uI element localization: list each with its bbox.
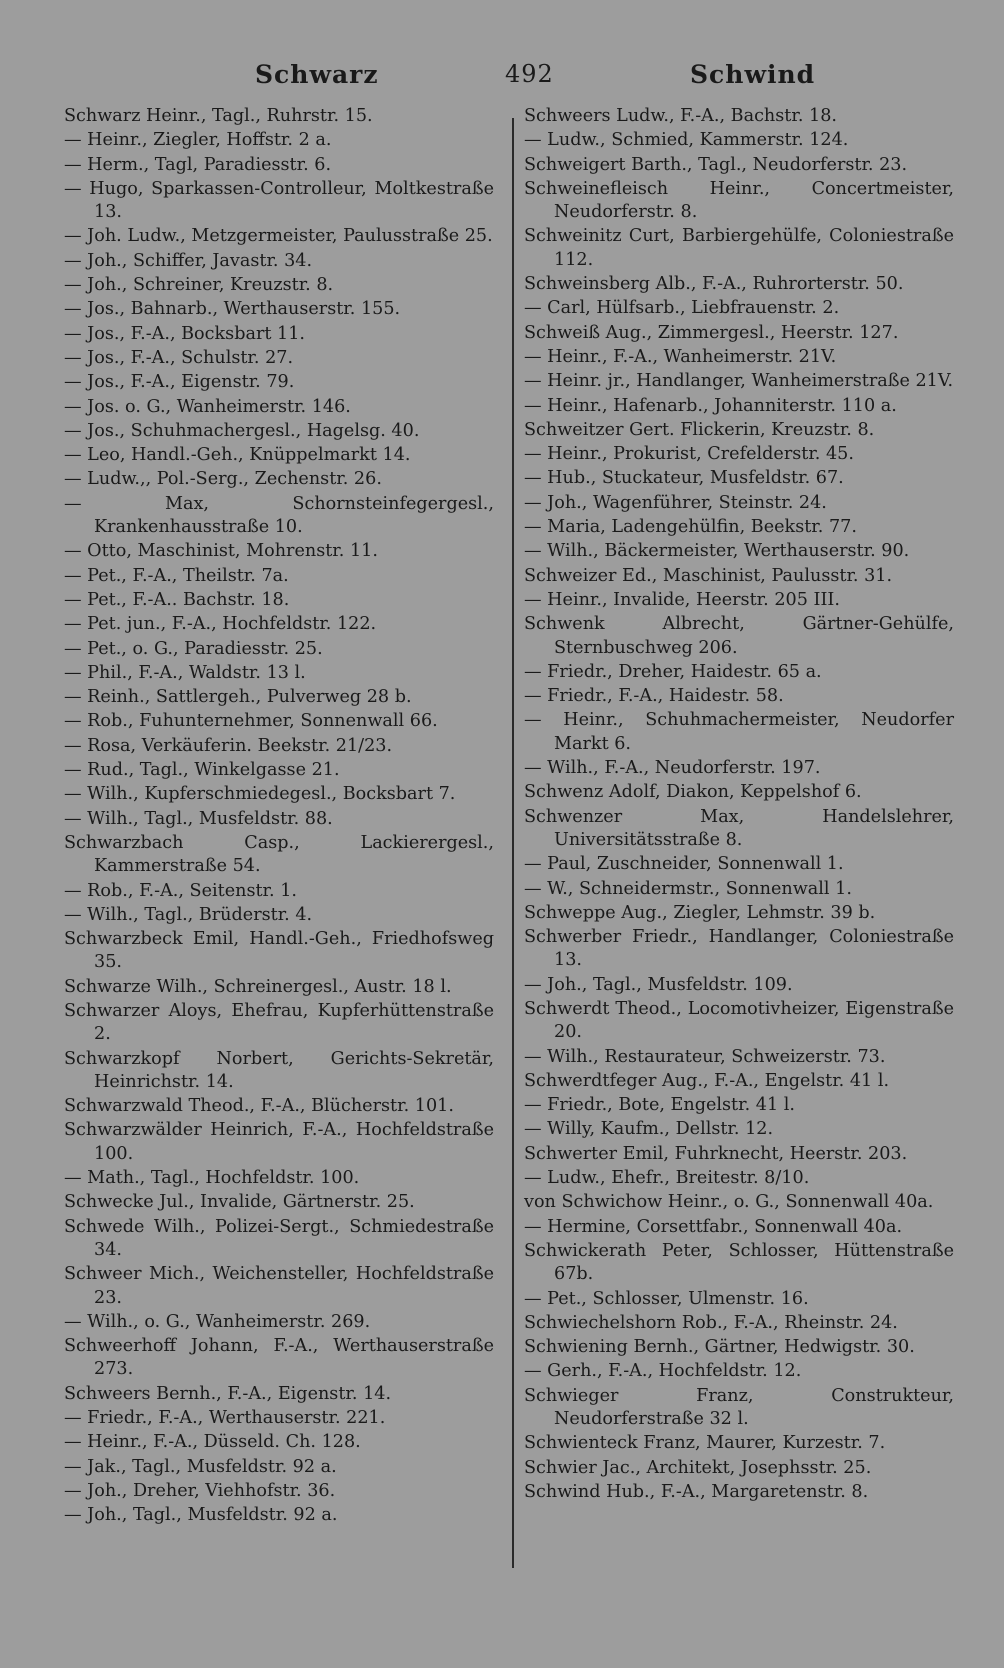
directory-entry: Schwarzer Aloys, Ehefrau, Kupferhüttenstraße 2. [64,1000,494,1045]
directory-entry: — Jos., Bahnarb., Werthauserstr. 155. [64,299,401,320]
directory-entry: — Heinr., Invalide, Heerstr. 205 III. [524,589,840,610]
directory-entry: — Jos., F.-A., Schulstr. 27. [64,347,294,368]
directory-entry: — Heinr., F.-A., Düsseld. Ch. 128. [64,1432,361,1453]
directory-entry: — Reinh., Sattlergeh., Pulverweg 28 b. [64,687,412,708]
directory-entry: — Math., Tagl., Hochfeldstr. 100. [64,1168,360,1189]
directory-entry: — Gerh., F.-A., Hochfeldstr. 12. [524,1361,802,1382]
directory-entry: — Ludw., Schmied, Kammerstr. 124. [524,130,849,151]
directory-entry: Schwenz Adolf, Diakon, Keppelshof 6. [524,782,862,803]
directory-entry: Schwarzwälder Heinrich, F.-A., Hochfeldstraße 100. [64,1120,494,1164]
directory-entry: — Hub., Stuckateur, Musfeldstr. 67. [524,468,844,489]
directory-entry: — Rob., Fuhunternehmer, Sonnenwall 66. [64,711,438,732]
header-right-name: Schwind [690,60,816,89]
directory-entry: — Joh., Schiffer, Javastr. 34. [64,250,313,271]
directory-entry: — Joh., Schreiner, Kreuzstr. 8. [64,275,334,296]
directory-entry: — Heinr., Hafenarb., Johanniterstr. 110 a. [524,395,897,416]
column-divider [512,118,514,1568]
directory-entry: — Rud., Tagl., Winkelgasse 21. [64,760,340,781]
directory-entry: — Wilh., o. G., Wanheimerstr. 269. [64,1311,371,1332]
directory-entry: — Maria, Ladengehülfin, Beekstr. 77. [524,517,857,538]
directory-entry: — Wilh., Tagl., Brüderstr. 4. [64,904,313,925]
directory-entry: Schwerber Friedr., Handlanger, Coloniestraße 13. [524,927,954,971]
directory-entry: Schwind Hub., F.-A., Margaretenstr. 8. [524,1481,869,1502]
directory-entry: Schwier Jac., Architekt, Josephsstr. 25. [524,1457,872,1478]
directory-entry: — W., Schneidermstr., Sonnenwall 1. [524,878,852,899]
directory-entry: — Heinr., F.-A., Wanheimerstr. 21V. [524,346,837,367]
directory-entry: — Heinr. jr., Handlanger, Wanheimerstraße 21V. [524,371,954,392]
directory-entry: — Joh., Tagl., Musfeldstr. 92 a. [64,1505,338,1526]
directory-entry: Schweigert Barth., Tagl., Neudorferstr. 23. [524,154,908,175]
directory-entry: Schwarze Wilh., Schreinergesl., Austr. 18 l. [64,976,452,997]
directory-entry: — Jos. o. G., Wanheimerstr. 146. [64,396,351,417]
directory-entry: Schwerter Emil, Fuhrknecht, Heerstr. 203. [524,1143,908,1164]
right-column [524,105,954,1505]
directory-entry: Schweitzer Gert. Flickerin, Kreuzstr. 8. [524,419,875,440]
directory-entry: — Pet., F.-A., Theilstr. 7a. [64,565,289,586]
directory-entry: — Friedr., Dreher, Haidestr. 65 a. [524,661,822,682]
directory-entry: — Jos., Schuhmachergesl., Hagelsg. 40. [64,420,420,441]
directory-entry: Schweinitz Curt, Barbiergehülfe, Coloniestraße 112. [524,226,954,270]
directory-entry: — Jos., F.-A., Eigenstr. 79. [64,372,295,393]
directory-entry: Schweers Bernh., F.-A., Eigenstr. 14. [64,1383,392,1404]
directory-entry: — Jak., Tagl., Musfeldstr. 92 a. [64,1456,337,1477]
directory-entry: Schwerdtfeger Aug., F.-A., Engelstr. 41 l. [524,1070,890,1091]
directory-entry: Schweiß Aug., Zimmergesl., Heerstr. 127. [524,322,899,343]
directory-entry: — Wilh., Restaurateur, Schweizerstr. 73. [524,1046,886,1067]
directory-entry: — Friedr., F.-A., Werthauserstr. 221. [64,1408,386,1429]
directory-entry: — Pet. jun., F.-A., Hochfeldstr. 122. [64,614,377,635]
directory-entry: — Rob., F.-A., Seitenstr. 1. [64,880,298,901]
directory-entry: — Jos., F.-A., Bocksbart 11. [64,323,305,344]
directory-entry: — Pet., o. G., Paradiesstr. 25. [64,638,323,659]
directory-entry: — Wilh., Bäckermeister, Werthauserstr. 90. [524,541,910,562]
directory-entry: — Wilh., F.-A., Neudorferstr. 197. [524,758,821,779]
directory-entry: Schwickerath Peter, Schlosser, Hüttenstraße 67b. [524,1240,954,1285]
directory-entry: Schweer Mich., Weichensteller, Hochfeldstraße 23. [64,1264,494,1308]
page-number: 492 [505,60,554,88]
directory-entry: Schweppe Aug., Ziegler, Lehmstr. 39 b. [524,902,876,923]
directory-entry: Schwarz Heinr., Tagl., Ruhrstr. 15. [64,106,373,126]
directory-entry: — Hermine, Corsettfabr., Sonnenwall 40a. [524,1216,903,1237]
directory-entry: — Pet., Schlosser, Ulmenstr. 16. [524,1288,809,1309]
directory-entry: Schwiechelshorn Rob., F.-A., Rheinstr. 24. [524,1312,898,1333]
directory-entry: — Paul, Zuschneider, Sonnenwall 1. [524,854,844,875]
left-column [64,105,494,1529]
directory-entry: — Max, Schornsteinfegergesl., Krankenhausstraße 10. [64,493,494,538]
directory-entry: — Heinr., Prokurist, Crefelderstr. 45. [524,444,854,465]
directory-entry: Schwenk Albrecht, Gärtner-Gehülfe, Sternbuschweg 206. [524,614,954,658]
directory-entry: Schwede Wilh., Polizei-Sergt., Schmiedestraße 34. [64,1216,494,1260]
directory-entry: — Ludw.,, Pol.-Serg., Zechenstr. 26. [64,469,382,490]
directory-entry: Schweizer Ed., Maschinist, Paulusstr. 31. [524,565,893,586]
directory-entry: Schwarzwald Theod., F.-A., Blücherstr. 101. [64,1096,454,1117]
directory-entry: — Rosa, Verkäuferin. Beekstr. 21/23. [64,735,393,756]
directory-entry: Schwecke Jul., Invalide, Gärtnerstr. 25. [64,1192,415,1213]
directory-entry: Schwarzkopf Norbert, Gerichts-Sekretär, Heinrichstr. 14. [64,1048,494,1092]
header-left-name: Schwarz [255,60,379,89]
directory-entry: Schweinefleisch Heinr., Concertmeister, Neudorferstr. 8. [524,178,954,223]
directory-entry: — Friedr., Bote, Engelstr. 41 l. [524,1095,795,1116]
directory-entry: — Hugo, Sparkassen-Controlleur, Moltkestraße 13. [64,178,494,223]
directory-entry: Schwienteck Franz, Maurer, Kurzestr. 7. [524,1433,886,1454]
directory-entry: — Ludw., Ehefr., Breitestr. 8/10. [524,1168,810,1189]
directory-entry: — Pet., F.-A.. Bachstr. 18. [64,589,290,610]
directory-entry: — Carl, Hülfsarb., Liebfrauenstr. 2. [524,298,840,319]
directory-entry: — Joh., Tagl., Musfeldstr. 109. [524,974,793,995]
directory-entry: Schwenzer Max, Handelslehrer, Universitätsstraße 8. [524,806,954,850]
directory-entry: — Joh. Ludw., Metzgermeister, Paulusstraße 25. [64,226,493,247]
directory-entry: — Heinr., Ziegler, Hoffstr. 2 a. [64,130,332,151]
page-header [0,60,1004,96]
directory-entry: Schweerhoff Johann, F.-A., Werthauserstraße 273. [64,1336,494,1380]
directory-entry: — Herm., Tagl, Paradiesstr. 6. [64,154,332,175]
directory-entry: Schwarzbeck Emil, Handl.-Geh., Friedhofsweg 35. [64,929,494,973]
directory-entry: — Joh., Wagenführer, Steinstr. 24. [524,492,827,513]
directory-entry: Schwiening Bernh., Gärtner, Hedwigstr. 30. [524,1337,915,1358]
directory-entry: Schwieger Franz, Construkteur, Neudorferstraße 32 l. [524,1385,954,1430]
directory-entry: Schwarzbach Casp., Lackierergesl., Kammerstraße 54. [64,832,494,877]
directory-entry: — Joh., Dreher, Viehhofstr. 36. [64,1480,336,1501]
directory-entry: von Schwichow Heinr., o. G., Sonnenwall 40a. [524,1192,934,1213]
directory-entry: — Otto, Maschinist, Mohrenstr. 11. [64,541,378,562]
directory-entry: — Willy, Kaufm., Dellstr. 12. [524,1119,774,1140]
directory-entry: — Heinr., Schuhmachermeister, Neudorfer Markt 6. [524,710,954,754]
directory-entry: — Friedr., F.-A., Haidestr. 58. [524,686,784,707]
directory-entry: — Wilh., Tagl., Musfeldstr. 88. [64,808,333,829]
directory-entry: — Leo, Handl.-Geh., Knüppelmarkt 14. [64,445,411,466]
directory-entry: — Phil., F.-A., Waldstr. 13 l. [64,662,306,683]
directory-entry: — Wilh., Kupferschmiedegesl., Bocksbart 7. [64,784,456,805]
directory-entry: Schwerdt Theod., Locomotivheizer, Eigenstraße 20. [524,998,954,1043]
directory-entry: Schweinsberg Alb., F.-A., Ruhrorterstr. 50. [524,274,904,295]
directory-entry: Schweers Ludw., F.-A., Bachstr. 18. [524,106,838,126]
